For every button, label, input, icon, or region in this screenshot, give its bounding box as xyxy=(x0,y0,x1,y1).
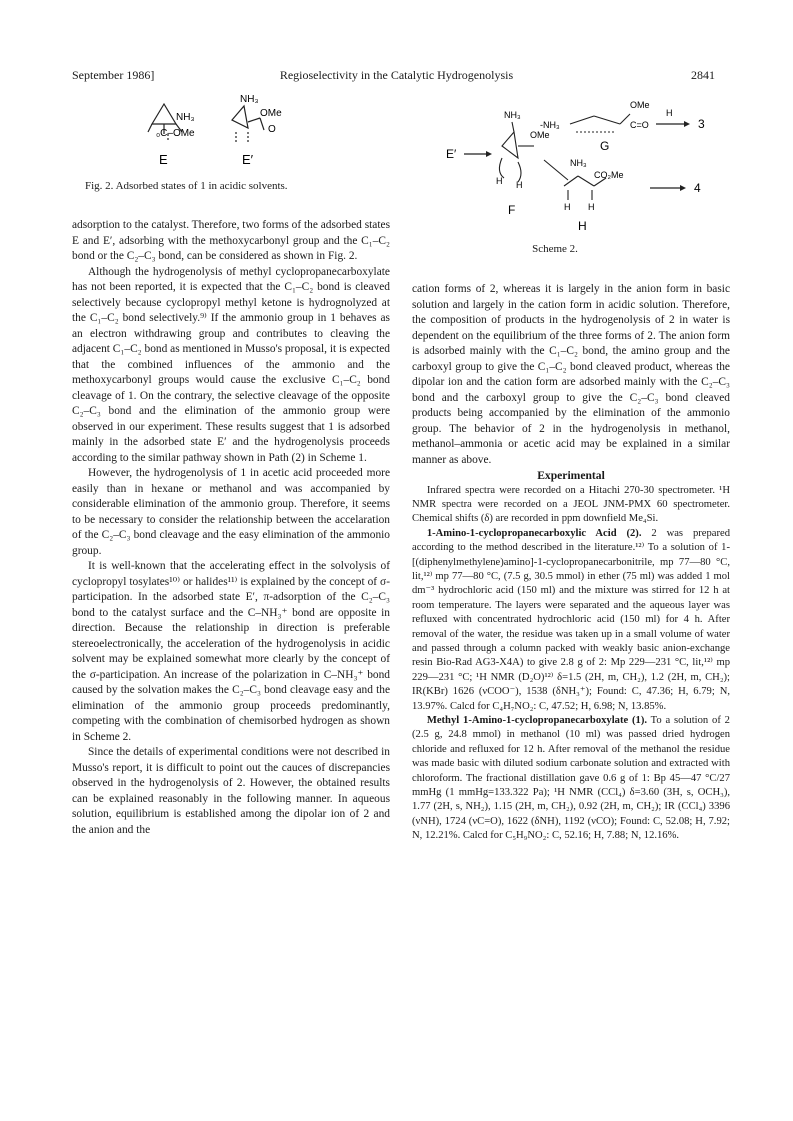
structure-E-label: E xyxy=(159,152,168,167)
compound-1-title: Methyl 1-Amino-1-cyclopropanecarboxylate (1). xyxy=(426,715,648,726)
F-hydrogen-1: H xyxy=(496,176,503,186)
structure-E-prime-ome: OMe xyxy=(260,108,282,119)
G-carbonyl: C=O xyxy=(630,120,649,130)
compound-2-title: 1-Amino-1-cyclopropanecarboxylic Acid (2). xyxy=(426,527,642,539)
paragraph: It is well-known that the accelerating effect in the solvolysis of cyclopropyl tosylates¹⁰⁾ or halides¹¹⁾ is explained by the concept of σ-participation. In the adsorbed state E′, π-adsorption of the C₂–C₃ bond to the catalyst surface and the C–NH₃⁺ bond are opposite in direction. Because the relationship in direction is preferable stereoelectronically, the acceleration of the hydrogenolysis in acidic solvent may be explained somewhat more clearly by the concept of the σ-participation. An increase of the polarization in C–NH₃⁺ bond caused by the solvation makes the C₂–C₃ bond cleavage easy and the elimination of the ammonio group proceeds predominantly, competing with the combination of chemisorbed hydrogen as shown in Scheme 2. xyxy=(72,560,390,743)
compound-1-procedure xyxy=(412,714,730,844)
structure-E-prime-carbonyl: O xyxy=(268,124,276,135)
F-nh3: NH₃ xyxy=(504,110,521,120)
intermediate-F xyxy=(499,122,534,182)
H-hydrogen-2: H xyxy=(588,202,595,212)
experimental-intro: Infrared spectra were recorded on a Hitachi 270-30 spectrometer. ¹H NMR spectra were recorded on a JEOL JNM-PMX 60 spectrometer. Chemical shifts (δ) are recorded in ppm downfield Me₄Si. xyxy=(412,484,730,525)
scheme-start-label: E′ xyxy=(446,147,457,161)
structure-E-prime-nh3: NH₃ xyxy=(240,94,259,105)
scheme-2-diagram xyxy=(444,96,724,236)
H-co2me: CO₂Me xyxy=(594,170,624,180)
G-ome: OMe xyxy=(630,100,650,110)
right-column xyxy=(412,282,730,844)
running-header-date: September 1986] xyxy=(72,68,155,82)
arrowhead-to-F xyxy=(486,151,492,157)
compound-1-text: To a solution of 2 (2.5 g, 24.8 mmol) in methanol (10 ml) was passed dried hydrogen chloride and refluxed for 12 h. After removal of the methanol the residue was made basic with diluted sodium carbonate solution and extracted with chloroform. The fractional distillation gave 0.6 g of 1: Bp 45—47 °C/27 mmHg (1 mmHg=133.322 Pa); ¹H NMR (CCl₄) δ=3.60 (3H, s, OCH₃), 1.77 (2H, s, NH₂), 1.15 (2H, m, CH₂), 0.92 (2H, m, CH₂); IR (CCl₄) 3396 (νNH), 1724 (νC=O), 1622 (δNH), 1192 (νCO); Found: C, 52.08; H, 7.92; N, 12.21%. Calcd for C₅H₉NO₂: C, 52.16; H, 7.88; N, 12.16%. xyxy=(412,715,730,842)
F-ome: OMe xyxy=(530,130,550,140)
product-4: 4 xyxy=(694,181,701,195)
figure-2-caption: Fig. 2. Adsorbed states of 1 in acidic solvents. xyxy=(85,180,288,192)
section-title-experimental: Experimental xyxy=(537,469,605,482)
product-3: 3 xyxy=(698,117,705,131)
page-number: 2841 xyxy=(691,68,715,82)
paragraph: Since the details of experimental conditions were not described in Musso's report, it is difficult to point out the cauces of discrepancies observed in the hydrogenolysis of 2. However, the obtained results can be explained reasonably in the following manner. In aqueous solution, equilibrium is established among the dipolar ion of 2 and the anion and the xyxy=(72,746,390,836)
paragraph: adsorption to the catalyst. Therefore, two forms of the adsorbed states E and E′, adsorbing with the methoxycarbonyl group and the C₁–C₂ bond or the C₂–C₃ bond, can be considered as shown in Fig. 2. xyxy=(72,219,391,262)
scheme-2-caption: Scheme 2. xyxy=(532,243,578,255)
arrow-to-H xyxy=(544,160,568,180)
paragraph: Although the hydrogenolysis of methyl cyclopropanecarboxylate has not been reported, it is expected that the C₁–C₂ bond is cleaved selectively because cyclopropyl methyl ketone is hydrognolyzed at the C₁–C₂ bond selectively.⁹⁾ If the ammonio group in 1 behaves as an electron withdrawing group and contributes to cleaving the adjacent C₁–C₂ bond as mentioned in Musso's proposal, it is expected that the combined influences of the ammonio and the methoxycarbonyl groups would cause the exclusive C₁–C₂ bond cleavage of 1. On the contrary, the selective cleavage of the opposite C₂–C₃ bond and the elimination of the ammonio group were observed in our experiment. These results suggest that 1 is adsorbed mainly in the adsorbed state E′ and the hydrogenolysis proceeds according to the similar pathway shown in Path (2) in Scheme 1. xyxy=(72,265,390,464)
arrowhead-to-4 xyxy=(680,185,686,191)
structure-E-nh3: NH₃ xyxy=(176,112,195,123)
label-F: F xyxy=(508,203,516,217)
H-nh3: NH₃ xyxy=(570,158,587,168)
intermediate-G xyxy=(570,114,630,132)
structure-E-ester: ₀C–OMe xyxy=(156,128,195,139)
compound-2-text: 2 was prepared according to the method described in the literature.¹²⁾ To a solution of 1-[(diphenylmethylene)amino]-1-cyclopropanecarbonitrile, mp 77—80 °C, lit,¹²⁾ mp 77—80 °C, (7.5 g, 30.5 mmol) in ether (75 ml) was added 1 mol dm⁻³ hydrochloric acid (150 ml) and the mixture was stirred for 12 h at room temperature. The layers were separated and the aqueous layer was refluxed with concentrated hydrochloric acid (150 ml) for 4 h. After removal of the water, the residue was taken up in a small volume of water and passed through a column packed with weakly basic anion-exchange resin Bio-Rad AG3-X4A) to give 2.8 g of 2: Mp 229—231 °C, lit,¹²⁾ mp 229—231 °C; ¹H NMR (D₂O)¹²⁾ δ=1.5 (2H, m, CH₂), 1.2 (2H, m, CH₂); IR(KBr) 1626 (νCOO⁻), 1538 (δNH₃⁺); Found: C, 47.36; H, 6.79; N, 13.97%. Calcd for C₄H₇NO₂: C, 47.52; H, 6.98; N, 13.85%. xyxy=(412,527,730,712)
H-hydrogen-1: H xyxy=(564,202,571,212)
paragraph: However, the hydrogenolysis of 1 in acetic acid proceeded more easily than in hexane or methanol and was accompanied by considerable elimination of the ammonio group. Therefore, it seems to be necessary to consider the relationship between the accelaration of the C₂–C₃ bond cleavage and the easy elimination of the ammonio group. xyxy=(72,467,390,557)
label-H: H xyxy=(578,219,587,233)
arrow-3-reagent: H xyxy=(666,108,673,118)
arrowhead-to-3 xyxy=(684,121,690,127)
paragraph: cation forms of 2, whereas it is largely in the anion form in basic solution and largely in the cation form in acidic solution. Therefore, the composition of products in the hydrogenolysis of 2 in water is dependent on the equilibrium of the three forms of 2. The anion form is adsorbed mainly with the C₁–C₂ bond, the amino group and the carboxyl group to give the C₁–C₂ bond cleaved product, whereas the dipolar ion and the cation form are adsorbed mainly with the C₂–C₃ bond and the carboxyl group to give the C₂–C₃ bond cleaved products being accompanied by the elimination of the ammonio group. The behavior of 2 in the hydrogenolysis in methanol, methanol–ammonia or acetic acid may be explained in a similar manner as above. xyxy=(412,283,730,466)
compound-2-procedure xyxy=(412,527,730,714)
left-column xyxy=(72,218,390,838)
label-G: G xyxy=(600,139,610,153)
structure-E-prime-label: E′ xyxy=(242,152,254,167)
nh3-elimination: -NH₃ xyxy=(540,120,560,130)
running-header-title: Regioselectivity in the Catalytic Hydrogenolysis xyxy=(279,68,514,82)
F-hydrogen-2: H xyxy=(516,180,523,190)
